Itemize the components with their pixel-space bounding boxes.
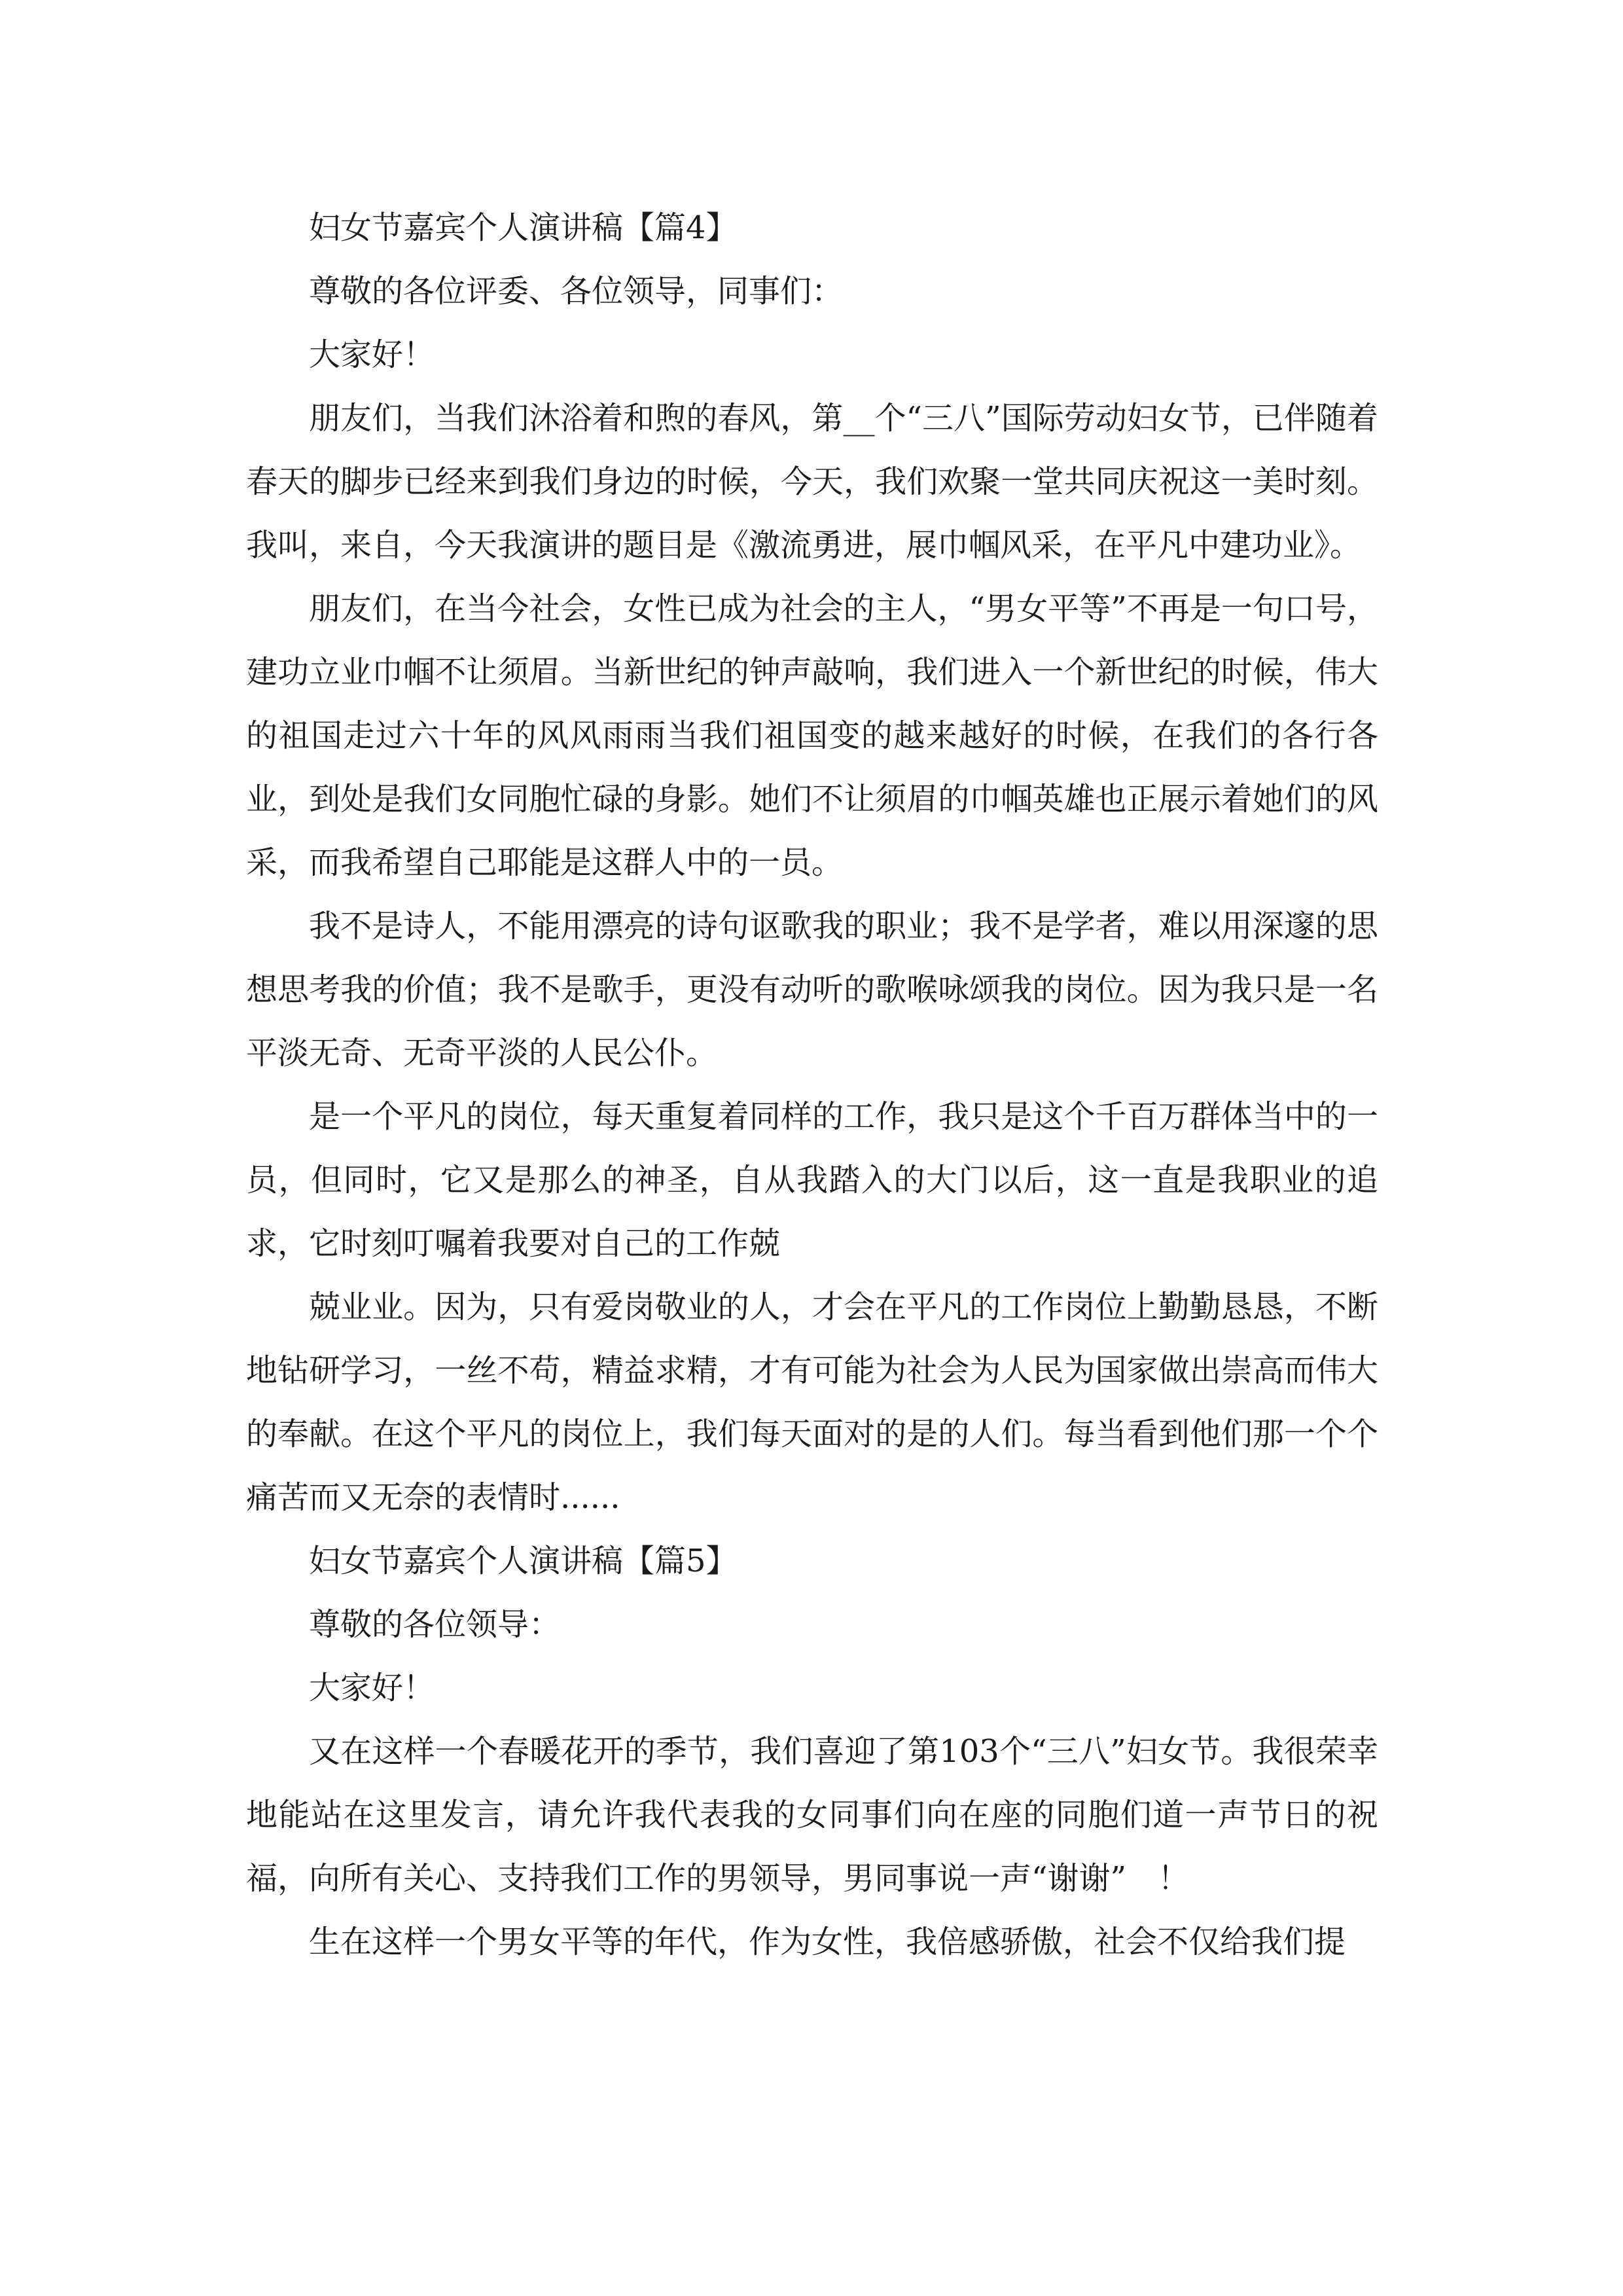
greeting: 大家好！	[309, 336, 435, 373]
greeting: 大家好！	[309, 1670, 435, 1706]
section-title: 妇女节嘉宾个人演讲稿【篇5】	[309, 1543, 738, 1579]
section-title: 妇女节嘉宾个人演讲稿【篇4】	[309, 209, 738, 246]
paragraph: 兢业业。因为，只有爱岗敬业的人，才会在平凡的工作岗位上勤勤恳恳，不断地钻研学习，一丝不苟，精益求精，才有可能为社会为人民为国家做出崇高而伟大的奉献。在这个平凡的岗位上，我们每天面对的是的人们。每当看到他们那一个个痛苦而又无奈的表情时......	[246, 1289, 1378, 1516]
paragraph: 朋友们，当我们沐浴着和煦的春风，第__个“三八”国际劳动妇女节，已伴随着春天的脚步已经来到我们身边的时候，今天，我们欢聚一堂共同庆祝这一美时刻。我叫，来自，今天我演讲的题目是《激流勇进，展巾帼风采，在平凡中建功业》。	[246, 400, 1378, 564]
salutation: 尊敬的各位评委、各位领导，同事们：	[309, 273, 844, 310]
salutation: 尊敬的各位领导：	[309, 1606, 561, 1643]
paragraph: 朋友们，在当今社会，女性已成为社会的主人，“男女平等”不再是一句口号，建功立业巾帼不让须眉。当新世纪的钟声敲响，我们进入一个新世纪的时候，伟大的祖国走过六十年的风风雨雨当我们祖国变的越来越好的时候，在我们的各行各业，到处是我们女同胞忙碌的身影。她们不让须眉的巾帼英雄也正展示着她们的风采，而我希望自己耶能是这群人中的一员。	[246, 590, 1378, 881]
paragraph: 生在这样一个男女平等的年代，作为女性，我倍感骄傲，社会不仅给我们提	[309, 1924, 1346, 1960]
document-body	[246, 196, 1378, 1974]
paragraph: 又在这样一个春暖花开的季节，我们喜迎了第103个“三八”妇女节。我很荣幸地能站在这里发言，请允许我代表我的女同事们向在座的同胞们道一声节日的祝福，向所有关心、支持我们工作的男领导，男同事说一声“谢谢” ！	[246, 1733, 1378, 1897]
paragraph: 我不是诗人，不能用漂亮的诗句讴歌我的职业；我不是学者，难以用深邃的思想思考我的价值；我不是歌手，更没有动听的歌喉咏颂我的岗位。因为我只是一名平淡无奇、无奇平淡的人民公仆。	[246, 908, 1378, 1071]
paragraph: 是一个平凡的岗位，每天重复着同样的工作，我只是这个千百万群体当中的一员，但同时，它又是那么的神圣，自从我踏入的大门以后，这一直是我职业的追求，它时刻叮嘱着我要对自己的工作兢	[246, 1098, 1378, 1262]
